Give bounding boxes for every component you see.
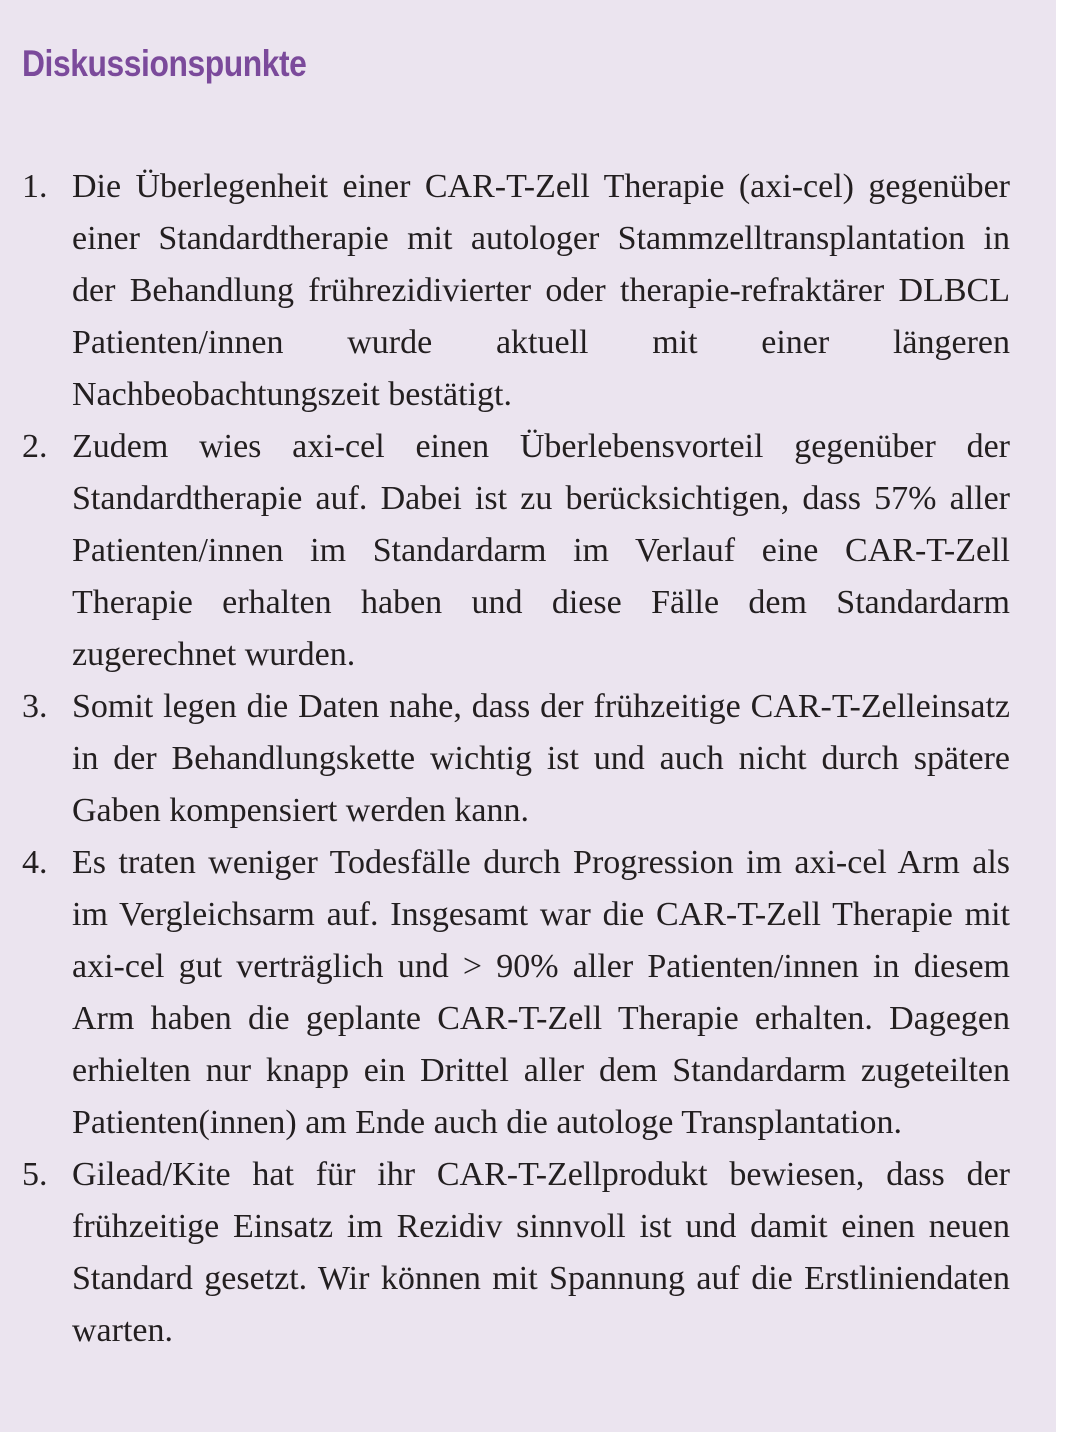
box-heading: Diskussionspunkte	[22, 43, 307, 84]
list-item-number: 2.	[22, 428, 48, 465]
list-item-text: Es traten weniger Todesfälle durch Progression im axi-cel Arm als im Vergleichsarm auf. Insgesamt war die CAR-T-Zell Therapie mit axi-cel gut verträglich und > 90% aller Patienten/innen in diesem Arm haben die geplante CAR-T-Zell Therapie erhalten. Dagegen erhielten nur knapp ein Drittel aller dem Standardarm zugeteilten Patienten(innen) am Ende auch die autologe Transplantation.	[72, 844, 1010, 1141]
list-item-number: 4.	[22, 844, 48, 881]
list-item-text: Somit legen die Daten nahe, dass der frühzeitige CAR-T-Zelleinsatz in der Behandlungskette wichtig ist und auch nicht durch spätere Gaben kompensiert werden kann.	[72, 688, 1010, 829]
list-item-2	[22, 421, 1010, 681]
discussion-list	[22, 161, 1010, 1357]
list-item-1	[22, 161, 1010, 421]
list-item-3	[22, 681, 1010, 837]
list-item-number: 1.	[22, 168, 48, 205]
list-item-text: Die Überlegenheit einer CAR-T-Zell Therapie (axi-cel) gegenüber einer Standardtherapie mit autologer Stammzelltransplantation in der Behandlung frührezidivierter oder therapie-refraktärer DLBCL Patienten/innen wurde aktuell mit einer längeren Nachbeobachtungszeit bestätigt.	[72, 168, 1010, 413]
list-item-text: Zudem wies axi-cel einen Überlebensvorteil gegenüber der Standardtherapie auf. Dabei ist zu berücksichtigen, dass 57% aller Patienten/innen im Standardarm im Verlauf eine CAR-T-Zell Therapie erhalten haben und diese Fälle dem Standardarm zugerechnet wurden.	[72, 428, 1010, 673]
list-item-number: 3.	[22, 688, 48, 725]
list-item-5	[22, 1149, 1010, 1357]
list-item-text: Gilead/Kite hat für ihr CAR-T-Zellprodukt bewiesen, dass der frühzeitige Einsatz im Rezidiv sinnvoll ist und damit einen neuen Standard gesetzt. Wir können mit Spannung auf die Erstliniendaten warten.	[72, 1156, 1010, 1349]
list-item-number: 5.	[22, 1156, 48, 1193]
list-item-4	[22, 837, 1010, 1149]
